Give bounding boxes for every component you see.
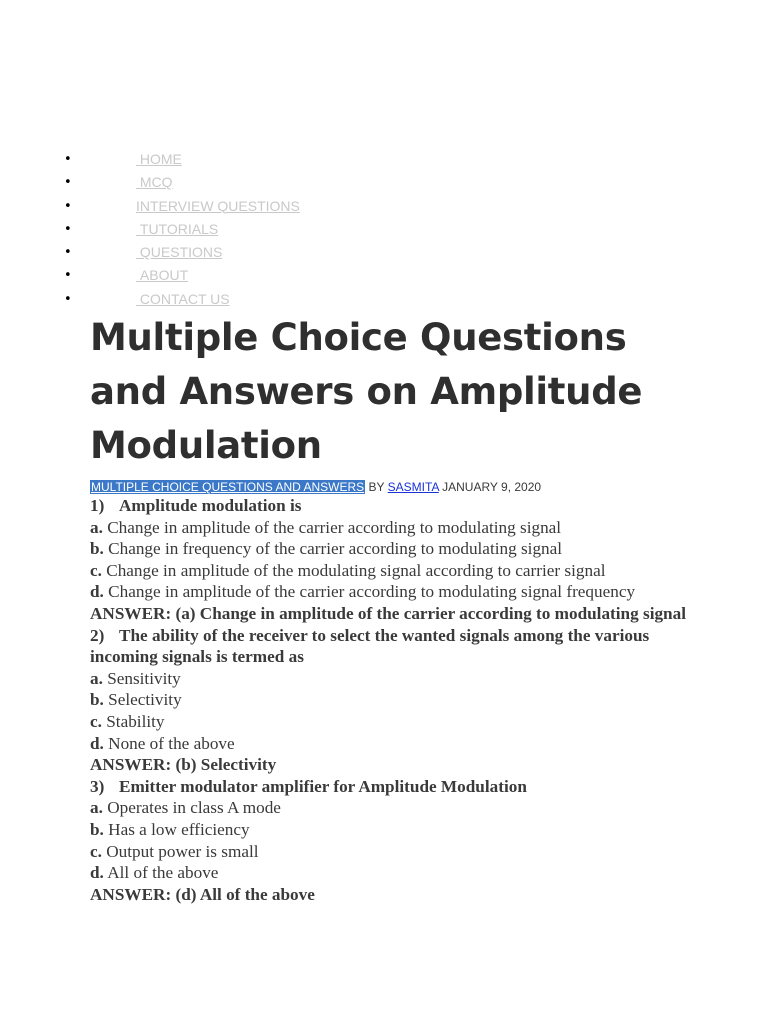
option-letter: d. xyxy=(90,733,104,753)
option-d xyxy=(90,581,690,603)
option-letter: c. xyxy=(90,711,102,731)
question-text: Amplitude modulation is xyxy=(119,496,302,515)
option-letter: d. xyxy=(90,863,104,883)
post-meta xyxy=(90,479,541,495)
answer-3: ANSWER: (d) All of the above xyxy=(90,884,315,904)
question-text: The ability of the receiver to select the wanted signals among the various incoming signals is termed as xyxy=(90,625,650,667)
option-letter: a. xyxy=(90,517,103,537)
option-text: Output power is small xyxy=(106,841,259,861)
option-a xyxy=(90,668,690,690)
option-text: Selectivity xyxy=(108,690,182,710)
option-letter: c. xyxy=(90,841,102,861)
page-title: Multiple Choice Questions and Answers on Amplitude Modulation xyxy=(90,316,643,467)
nav-link-tutorials[interactable]: TUTORIALS xyxy=(139,220,219,237)
option-letter: a. xyxy=(90,668,103,688)
question-2 xyxy=(90,625,690,668)
option-letter: d. xyxy=(90,582,104,602)
bullet-icon: • xyxy=(64,152,72,167)
category-link[interactable]: MULTIPLE CHOICE QUESTIONS AND ANSWERS xyxy=(91,480,365,494)
option-c xyxy=(90,560,690,582)
bullet-icon: • xyxy=(64,245,72,261)
nav-link-mcq[interactable]: MCQ xyxy=(139,174,173,191)
option-a xyxy=(90,517,690,539)
bullet-icon: • xyxy=(64,268,72,284)
option-letter: b. xyxy=(90,819,104,839)
option-text: Stability xyxy=(106,711,165,731)
option-text: None of the above xyxy=(108,733,235,753)
question-1 xyxy=(90,495,690,517)
option-text: Operates in class A mode xyxy=(107,798,281,818)
option-b xyxy=(90,819,690,841)
bullet-icon: • xyxy=(64,175,72,191)
option-b xyxy=(90,538,690,560)
article-content xyxy=(90,495,690,905)
nav-link-interview-questions[interactable]: INTERVIEW QUESTIONS xyxy=(136,197,300,214)
option-letter: c. xyxy=(90,560,102,580)
option-text: Change in frequency of the carrier according to modulating signal xyxy=(108,539,563,559)
answer-2: ANSWER: (b) Selectivity xyxy=(90,755,277,775)
nav-link-questions[interactable]: QUESTIONS xyxy=(139,244,223,261)
option-text: All of the above xyxy=(107,863,219,883)
post-date: JANUARY 9, 2020 xyxy=(442,480,542,494)
bullet-icon: • xyxy=(64,291,72,307)
option-d xyxy=(90,733,690,755)
option-letter: a. xyxy=(90,798,103,818)
question-number: 2) xyxy=(90,625,105,645)
option-a xyxy=(90,797,690,819)
option-c xyxy=(90,841,690,863)
bullet-icon: • xyxy=(64,198,72,214)
option-text: Change in amplitude of the carrier according to modulating signal frequency xyxy=(108,582,636,602)
question-number: 1) xyxy=(90,496,105,515)
answer-1: ANSWER: (a) Change in amplitude of the carrier according to modulating signal xyxy=(90,603,686,623)
option-b xyxy=(90,689,690,711)
question-3 xyxy=(90,776,690,798)
option-text: Sensitivity xyxy=(107,668,181,688)
question-number: 3) xyxy=(90,776,105,796)
by-label: BY xyxy=(368,480,385,494)
option-c xyxy=(90,711,690,733)
option-text: Change in amplitude of the modulating signal according to carrier signal xyxy=(106,560,606,580)
nav-link-about[interactable]: ABOUT xyxy=(139,267,189,284)
bullet-icon: • xyxy=(64,221,72,237)
option-text: Has a low efficiency xyxy=(108,819,250,839)
option-letter: b. xyxy=(90,690,104,710)
option-d xyxy=(90,862,690,884)
question-text: Emitter modulator amplifier for Amplitude Modulation xyxy=(119,776,527,796)
option-letter: b. xyxy=(90,539,104,559)
author-link[interactable]: SASMITA xyxy=(387,480,439,494)
option-text: Change in amplitude of the carrier according to modulating signal xyxy=(107,517,562,537)
nav-link-home[interactable]: HOME xyxy=(139,151,182,167)
nav-link-contact-us[interactable]: CONTACT US xyxy=(139,290,230,307)
